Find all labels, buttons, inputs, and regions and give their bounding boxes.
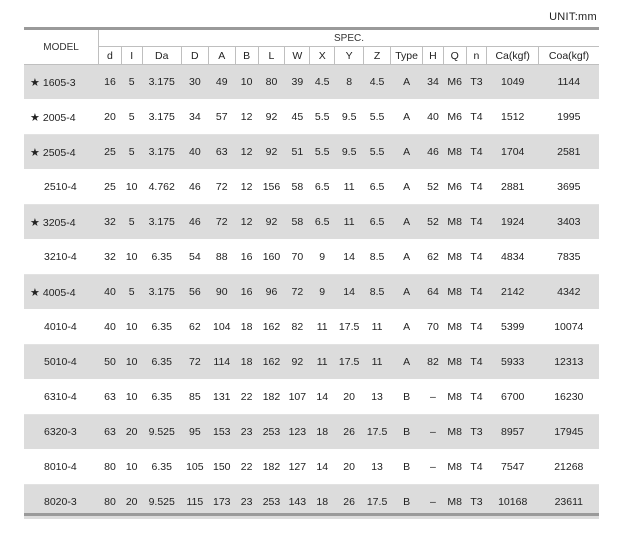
- spec-cell: 4342: [539, 275, 599, 310]
- column-header: A: [208, 47, 235, 65]
- spec-cell: 150: [208, 450, 235, 485]
- spec-cell: 25: [99, 135, 122, 170]
- spec-cell: 20: [121, 485, 142, 520]
- spec-cell: 182: [258, 380, 285, 415]
- spec-cell: 40: [423, 100, 444, 135]
- spec-cell: 30: [181, 65, 208, 100]
- spec-cell: 253: [258, 485, 285, 520]
- column-header: Type: [391, 47, 423, 65]
- spec-cell: 11: [364, 310, 391, 345]
- spec-cell: B: [391, 450, 423, 485]
- spec-cell: 64: [423, 275, 444, 310]
- spec-cell: 160: [258, 240, 285, 275]
- spec-cell: 2142: [487, 275, 539, 310]
- model-cell: [24, 170, 99, 205]
- model-header: MODEL: [24, 30, 99, 65]
- table-row: [24, 415, 599, 450]
- spec-cell: 5: [121, 205, 142, 240]
- model-number: 2505-4: [42, 146, 76, 159]
- spec-cell: 32: [99, 205, 122, 240]
- spec-cell: 92: [285, 345, 310, 380]
- spec-cell: 9: [310, 240, 335, 275]
- spec-cell: 143: [285, 485, 310, 520]
- model-number: 3205-4: [42, 216, 76, 229]
- model-number: 4010-4: [44, 321, 77, 333]
- spec-cell: –: [423, 485, 444, 520]
- spec-cell: 16230: [539, 380, 599, 415]
- spec-cell: 5399: [487, 310, 539, 345]
- spec-cell: 4.5: [310, 65, 335, 100]
- spec-cell: 52: [423, 205, 444, 240]
- spec-cell: T3: [466, 65, 487, 100]
- spec-cell: 62: [423, 240, 444, 275]
- spec-cell: 5.5: [364, 100, 391, 135]
- spec-cell: 9.5: [335, 100, 364, 135]
- star-icon: ★: [30, 111, 40, 124]
- spec-cell: 123: [285, 415, 310, 450]
- spec-cell: 34: [423, 65, 444, 100]
- spec-cell: 92: [258, 100, 285, 135]
- spec-cell: 9.525: [142, 415, 181, 450]
- spec-cell: 6.35: [142, 240, 181, 275]
- spec-cell: 16: [235, 240, 258, 275]
- spec-cell: 4.762: [142, 170, 181, 205]
- spec-cell: 104: [208, 310, 235, 345]
- model-number: 6310-4: [44, 391, 77, 403]
- column-header: X: [310, 47, 335, 65]
- spec-table: [24, 30, 599, 520]
- model-number: 4005-4: [42, 286, 76, 299]
- spec-cell: 4.5: [364, 65, 391, 100]
- column-header: I: [121, 47, 142, 65]
- spec-cell: 72: [208, 205, 235, 240]
- spec-cell: 11: [364, 345, 391, 380]
- spec-cell: 9.5: [335, 135, 364, 170]
- spec-cell: 6.35: [142, 380, 181, 415]
- spec-cell: 63: [99, 415, 122, 450]
- spec-cell: T4: [466, 275, 487, 310]
- spec-cell: 72: [285, 275, 310, 310]
- spec-cell: 26: [335, 415, 364, 450]
- spec-cell: A: [391, 170, 423, 205]
- model-number: 6320-3: [44, 426, 77, 438]
- column-header: d: [99, 47, 122, 65]
- spec-cell: M8: [443, 380, 466, 415]
- spec-cell: 95: [181, 415, 208, 450]
- spec-cell: 13: [364, 450, 391, 485]
- spec-cell: 9.525: [142, 485, 181, 520]
- spec-cell: 11: [310, 345, 335, 380]
- spec-cell: 3.175: [142, 205, 181, 240]
- spec-cell: 14: [335, 240, 364, 275]
- spec-cell: 26: [335, 485, 364, 520]
- spec-cell: 20: [335, 380, 364, 415]
- spec-cell: B: [391, 380, 423, 415]
- column-header: H: [423, 47, 444, 65]
- spec-cell: 5.5: [310, 100, 335, 135]
- spec-cell: 20: [335, 450, 364, 485]
- spec-cell: 3403: [539, 205, 599, 240]
- spec-cell: 107: [285, 380, 310, 415]
- spec-cell: 34: [181, 100, 208, 135]
- spec-cell: 5.5: [310, 135, 335, 170]
- spec-cell: 17.5: [364, 485, 391, 520]
- star-icon: ★: [30, 76, 40, 89]
- spec-cell: 82: [285, 310, 310, 345]
- column-header: D: [181, 47, 208, 65]
- spec-cell: 92: [258, 205, 285, 240]
- spec-cell: 22: [235, 450, 258, 485]
- spec-cell: 127: [285, 450, 310, 485]
- spec-cell: 63: [208, 135, 235, 170]
- column-header: B: [235, 47, 258, 65]
- spec-cell: 2881: [487, 170, 539, 205]
- spec-cell: T4: [466, 170, 487, 205]
- model-cell: [24, 240, 99, 275]
- spec-cell: T4: [466, 380, 487, 415]
- spec-cell: 6.5: [310, 170, 335, 205]
- spec-cell: 52: [423, 170, 444, 205]
- spec-cell: 63: [99, 380, 122, 415]
- spec-cell: 14: [310, 380, 335, 415]
- column-header-row: [24, 47, 599, 65]
- spec-cell: A: [391, 310, 423, 345]
- spec-cell: 9: [310, 275, 335, 310]
- spec-cell: T4: [466, 205, 487, 240]
- spec-cell: T4: [466, 100, 487, 135]
- spec-cell: 12313: [539, 345, 599, 380]
- model-cell: [24, 100, 99, 135]
- spec-cell: 56: [181, 275, 208, 310]
- spec-cell: 1995: [539, 100, 599, 135]
- spec-cell: 16: [235, 275, 258, 310]
- spec-cell: 17.5: [364, 415, 391, 450]
- spec-cell: 45: [285, 100, 310, 135]
- spec-cell: 3.175: [142, 275, 181, 310]
- spec-cell: A: [391, 205, 423, 240]
- spec-cell: 58: [285, 205, 310, 240]
- table-row: [24, 345, 599, 380]
- spec-cell: 5.5: [364, 135, 391, 170]
- spec-cell: 1512: [487, 100, 539, 135]
- spec-cell: 80: [99, 485, 122, 520]
- spec-cell: T3: [466, 415, 487, 450]
- spec-cell: 12: [235, 135, 258, 170]
- table-row: [24, 100, 599, 135]
- model-cell: [24, 415, 99, 450]
- table-row: [24, 380, 599, 415]
- spec-cell: 115: [181, 485, 208, 520]
- model-number: 1605-3: [42, 76, 76, 89]
- spec-cell: 46: [423, 135, 444, 170]
- spec-cell: 253: [258, 415, 285, 450]
- spec-body: [24, 65, 599, 520]
- spec-cell: 7835: [539, 240, 599, 275]
- spec-cell: 40: [99, 275, 122, 310]
- spec-cell: 3695: [539, 170, 599, 205]
- model-cell: [24, 135, 99, 170]
- spec-cell: M8: [443, 485, 466, 520]
- column-header: Ca(kgf): [487, 47, 539, 65]
- table-bottom-rule: [24, 513, 599, 516]
- spec-cell: 4834: [487, 240, 539, 275]
- spec-cell: 70: [423, 310, 444, 345]
- spec-cell: 1049: [487, 65, 539, 100]
- spec-cell: 12: [235, 205, 258, 240]
- table-row: [24, 135, 599, 170]
- spec-cell: 23611: [539, 485, 599, 520]
- spec-cell: 6.5: [364, 205, 391, 240]
- spec-cell: 18: [235, 345, 258, 380]
- column-header: W: [285, 47, 310, 65]
- spec-cell: 3.175: [142, 135, 181, 170]
- spec-cell: 50: [99, 345, 122, 380]
- spec-cell: M8: [443, 205, 466, 240]
- table-row: [24, 310, 599, 345]
- model-cell: [24, 275, 99, 310]
- spec-cell: 46: [181, 170, 208, 205]
- column-header: Da: [142, 47, 181, 65]
- spec-cell: A: [391, 65, 423, 100]
- spec-cell: 10074: [539, 310, 599, 345]
- spec-cell: 3.175: [142, 65, 181, 100]
- spec-cell: B: [391, 415, 423, 450]
- spec-cell: A: [391, 100, 423, 135]
- spec-cell: 88: [208, 240, 235, 275]
- spec-cell: 32: [99, 240, 122, 275]
- spec-cell: 6700: [487, 380, 539, 415]
- spec-cell: T4: [466, 240, 487, 275]
- spec-cell: 18: [310, 485, 335, 520]
- star-icon: ★: [30, 286, 40, 299]
- spec-cell: T4: [466, 310, 487, 345]
- table-row: [24, 65, 599, 100]
- spec-cell: 17945: [539, 415, 599, 450]
- spec-cell: M6: [443, 65, 466, 100]
- spec-cell: 18: [310, 415, 335, 450]
- star-icon: ★: [30, 216, 40, 229]
- spec-cell: 5933: [487, 345, 539, 380]
- model-cell: [24, 380, 99, 415]
- spec-cell: 70: [285, 240, 310, 275]
- spec-cell: 12: [235, 100, 258, 135]
- spec-cell: 49: [208, 65, 235, 100]
- model-number: 2510-4: [44, 181, 77, 193]
- model-number: 8010-4: [44, 461, 77, 473]
- spec-cell: 6.35: [142, 450, 181, 485]
- spec-cell: 8: [335, 65, 364, 100]
- spec-cell: –: [423, 380, 444, 415]
- spec-cell: 20: [121, 415, 142, 450]
- spec-cell: 11: [335, 170, 364, 205]
- spec-cell: 1144: [539, 65, 599, 100]
- spec-cell: 17.5: [335, 345, 364, 380]
- spec-cell: M6: [443, 100, 466, 135]
- spec-cell: 5: [121, 135, 142, 170]
- spec-cell: T3: [466, 485, 487, 520]
- spec-cell: 46: [181, 205, 208, 240]
- model-cell: [24, 310, 99, 345]
- spec-cell: M8: [443, 275, 466, 310]
- spec-cell: 40: [99, 310, 122, 345]
- table-row: [24, 240, 599, 275]
- spec-cell: –: [423, 450, 444, 485]
- spec-cell: M6: [443, 170, 466, 205]
- spec-cell: 82: [423, 345, 444, 380]
- spec-cell: 14: [335, 275, 364, 310]
- spec-cell: M8: [443, 240, 466, 275]
- spec-cell: –: [423, 415, 444, 450]
- spec-cell: 23: [235, 415, 258, 450]
- spec-cell: 10168: [487, 485, 539, 520]
- spec-cell: 80: [99, 450, 122, 485]
- model-number: 5010-4: [44, 356, 77, 368]
- spec-cell: 51: [285, 135, 310, 170]
- spec-cell: 22: [235, 380, 258, 415]
- spec-cell: 1704: [487, 135, 539, 170]
- spec-cell: 62: [181, 310, 208, 345]
- spec-cell: 17.5: [335, 310, 364, 345]
- spec-cell: 153: [208, 415, 235, 450]
- spec-cell: 10: [235, 65, 258, 100]
- spec-cell: 10: [121, 170, 142, 205]
- spec-cell: 1924: [487, 205, 539, 240]
- spec-cell: 10: [121, 380, 142, 415]
- table-row: [24, 275, 599, 310]
- spec-cell: A: [391, 345, 423, 380]
- spec-cell: 20: [99, 100, 122, 135]
- spec-cell: A: [391, 275, 423, 310]
- spec-cell: 6.35: [142, 345, 181, 380]
- spec-cell: 96: [258, 275, 285, 310]
- spec-cell: 92: [258, 135, 285, 170]
- model-cell: [24, 205, 99, 240]
- spec-cell: 114: [208, 345, 235, 380]
- spec-cell: 6.35: [142, 310, 181, 345]
- spec-cell: 54: [181, 240, 208, 275]
- model-number: 8020-3: [44, 496, 77, 508]
- spec-cell: 8957: [487, 415, 539, 450]
- spec-cell: 10: [121, 450, 142, 485]
- spec-cell: 182: [258, 450, 285, 485]
- spec-cell: 131: [208, 380, 235, 415]
- table-row: [24, 205, 599, 240]
- spec-cell: A: [391, 135, 423, 170]
- model-cell: [24, 345, 99, 380]
- unit-label: UNIT:mm: [549, 11, 597, 23]
- spec-cell: 5: [121, 100, 142, 135]
- star-icon: ★: [30, 146, 40, 159]
- spec-cell: 10: [121, 345, 142, 380]
- spec-cell: 12: [235, 170, 258, 205]
- spec-cell: 72: [181, 345, 208, 380]
- spec-cell: 6.5: [310, 205, 335, 240]
- spec-cell: 6.5: [364, 170, 391, 205]
- spec-cell: 39: [285, 65, 310, 100]
- spec-cell: M8: [443, 135, 466, 170]
- spec-cell: A: [391, 240, 423, 275]
- spec-cell: 40: [181, 135, 208, 170]
- spec-cell: 156: [258, 170, 285, 205]
- spec-cell: T4: [466, 450, 487, 485]
- spec-cell: B: [391, 485, 423, 520]
- column-header: Coa(kgf): [539, 47, 599, 65]
- spec-cell: M8: [443, 415, 466, 450]
- spec-cell: T4: [466, 345, 487, 380]
- column-header: L: [258, 47, 285, 65]
- model-cell: [24, 65, 99, 100]
- spec-cell: 80: [258, 65, 285, 100]
- spec-cell: 11: [335, 205, 364, 240]
- column-header: n: [466, 47, 487, 65]
- spec-cell: 105: [181, 450, 208, 485]
- spec-cell: 162: [258, 345, 285, 380]
- spec-cell: 23: [235, 485, 258, 520]
- spec-cell: M8: [443, 345, 466, 380]
- spec-cell: 173: [208, 485, 235, 520]
- table-row: [24, 450, 599, 485]
- spec-cell: 16: [99, 65, 122, 100]
- spec-cell: M8: [443, 310, 466, 345]
- spec-cell: 8.5: [364, 275, 391, 310]
- spec-cell: 13: [364, 380, 391, 415]
- model-number: 2005-4: [42, 111, 76, 124]
- spec-cell: 5: [121, 65, 142, 100]
- spec-cell: 14: [310, 450, 335, 485]
- column-header: Q: [443, 47, 466, 65]
- spec-cell: 25: [99, 170, 122, 205]
- model-number: 3210-4: [44, 251, 77, 263]
- spec-cell: 8.5: [364, 240, 391, 275]
- spec-cell: 10: [121, 310, 142, 345]
- spec-cell: 162: [258, 310, 285, 345]
- spec-cell: 5: [121, 275, 142, 310]
- spec-cell: T4: [466, 135, 487, 170]
- column-header: Z: [364, 47, 391, 65]
- model-cell: [24, 450, 99, 485]
- spec-cell: 11: [310, 310, 335, 345]
- spec-header: SPEC.: [99, 30, 599, 47]
- spec-cell: 57: [208, 100, 235, 135]
- spec-cell: 7547: [487, 450, 539, 485]
- spec-cell: 58: [285, 170, 310, 205]
- column-header: Y: [335, 47, 364, 65]
- spec-cell: 10: [121, 240, 142, 275]
- spec-cell: 2581: [539, 135, 599, 170]
- spec-cell: 3.175: [142, 100, 181, 135]
- spec-cell: 72: [208, 170, 235, 205]
- spec-cell: M8: [443, 450, 466, 485]
- spec-cell: 90: [208, 275, 235, 310]
- table-row: [24, 170, 599, 205]
- spec-cell: 18: [235, 310, 258, 345]
- spec-cell: 21268: [539, 450, 599, 485]
- spec-cell: 85: [181, 380, 208, 415]
